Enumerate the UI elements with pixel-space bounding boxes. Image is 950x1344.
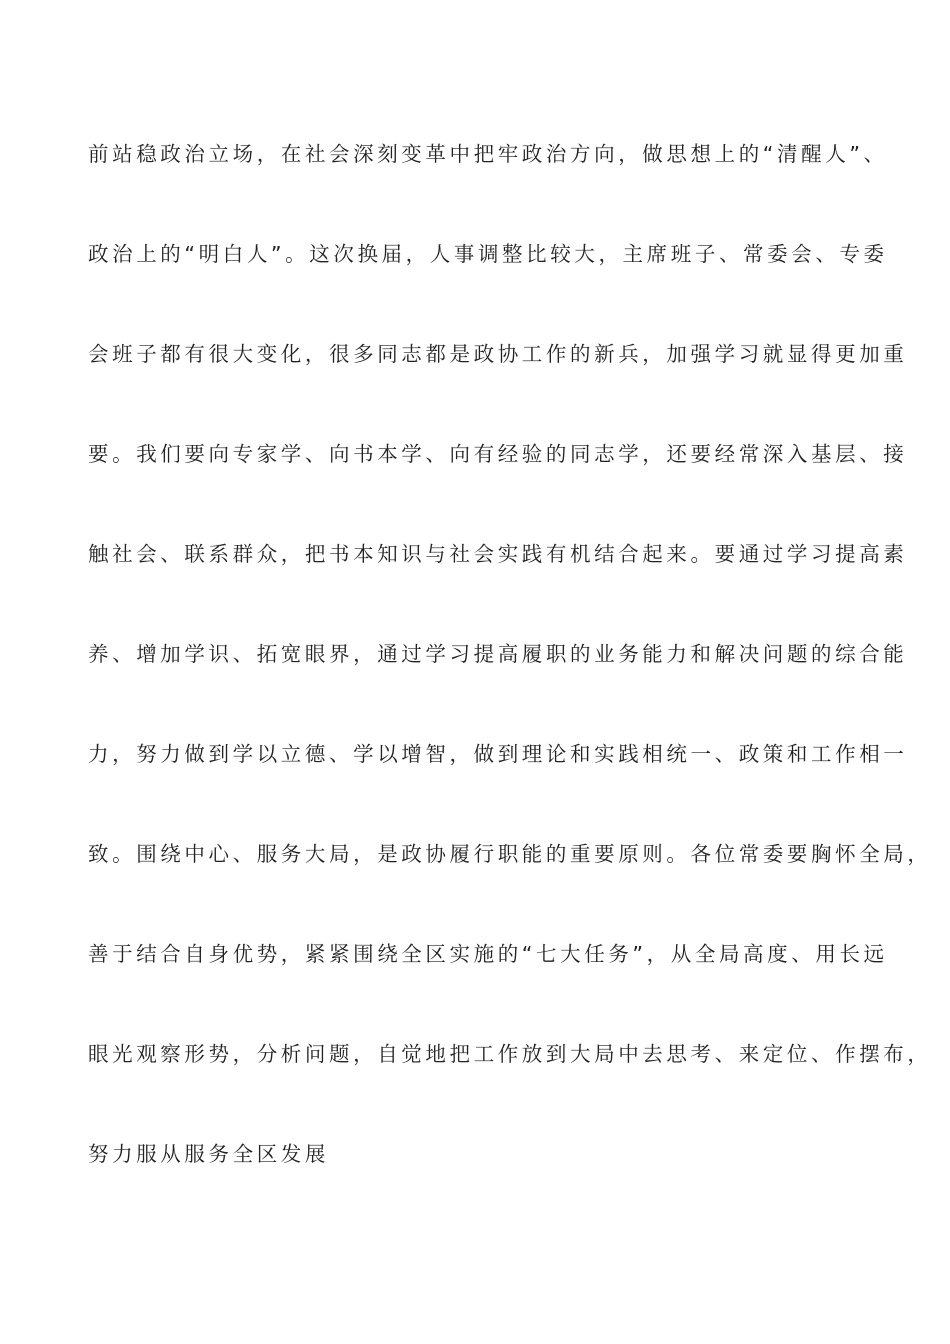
text-line: 触社会、联系群众，把书本知识与社会实践有机结合起来。要通过学习提高素 [88, 542, 908, 566]
text-line: 力，努力做到学以立德、学以增智，做到理论和实践相统一、政策和工作相一 [88, 742, 908, 766]
text-line: 政治上的“明白人”。这次换届，人事调整比较大，主席班子、常委会、专委 [88, 242, 888, 266]
text-line: 善于结合自身优势，紧紧围绕全区实施的“七大任务”，从全局高度、用长远 [88, 942, 888, 966]
text-line: 会班子都有很大变化，很多同志都是政协工作的新兵，加强学习就显得更加重 [88, 342, 908, 366]
text-line: 努力服从服务全区发展 [88, 1142, 329, 1166]
text-line: 养、增加学识、拓宽眼界，通过学习提高履职的业务能力和解决问题的综合能 [88, 642, 908, 666]
text-line: 致。围绕中心、服务大局，是政协履行职能的重要原则。各位常委要胸怀全局， [88, 842, 932, 866]
text-line: 要。我们要向专家学、向书本学、向有经验的同志学，还要经常深入基层、接 [88, 442, 908, 466]
body-text [88, 134, 932, 1234]
text-line: 眼光观察形势，分析问题，自觉地把工作放到大局中去思考、来定位、作摆布， [88, 1042, 932, 1066]
text-line: 前站稳政治立场，在社会深刻变革中把牢政治方向，做思想上的“清醒人”、 [88, 142, 888, 166]
